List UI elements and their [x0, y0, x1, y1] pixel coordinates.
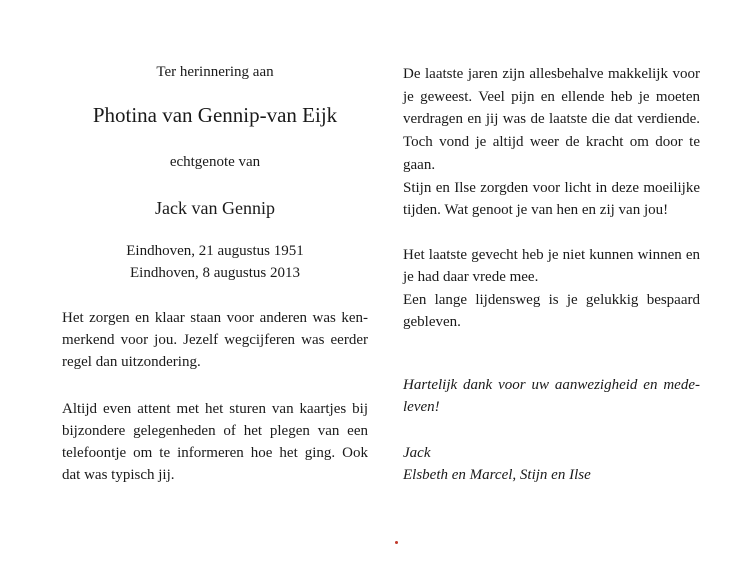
right-para1-line: De laatste jaren zijn allesbehalve makkelijk voor [403, 66, 700, 82]
signature-line: Jack [403, 445, 431, 461]
birth-info: Eindhoven, 21 augustus 1951 [126, 243, 304, 259]
left-para2-line: dat was typisch jij. [62, 467, 175, 483]
right-para1-line: je geweest. Veel pijn en ellende heb je moeten [403, 89, 700, 105]
deceased-name: Photina van Gennip-van Eijk [92, 103, 338, 127]
right-para2-line: je had daar vrede mee. [403, 269, 539, 285]
right-para2-line: gebleven. [403, 314, 461, 330]
right-para1-line: tijden. Wat genoot je van hen en zij van jou! [403, 202, 669, 218]
right-para2-line: Een lange lijdensweg is je gelukkig bespaard [403, 292, 700, 308]
right-para1-line: gaan. [403, 157, 436, 173]
left-para1-line: merkend voor jou. Jezelf wegcijferen was eerder [62, 332, 368, 348]
spouse-name: Jack van Gennip [155, 198, 275, 218]
thanks-line: Hartelijk dank voor uw aanwezigheid en mede- [403, 377, 700, 393]
thanks-line: leven! [403, 399, 440, 415]
left-para1-line: regel dan uitzondering. [62, 354, 201, 370]
print-speck [395, 541, 398, 544]
intro-text: Ter herinnering aan [156, 64, 274, 80]
signature-line: Elsbeth en Marcel, Stijn en Ilse [403, 467, 591, 483]
left-para2-line: Altijd even attent met het sturen van kaartjes bij [62, 401, 368, 417]
left-para1-line: Het zorgen en klaar staan voor anderen was ken- [62, 310, 368, 326]
left-para2-line: bijzondere gelegenheden of het plegen van een [62, 423, 368, 439]
right-para1-line: verdragen en jij was de laatste die dat verdiende. [403, 111, 700, 127]
relation-text: echtgenote van [169, 154, 261, 170]
right-para1-line: Toch vond je altijd weer de kracht om door te [403, 134, 700, 150]
right-para1-line: Stijn en Ilse zorgden voor licht in deze moeilijke [403, 180, 700, 196]
left-para2-line: telefoontje om te informeren hoe het ging. Ook [62, 445, 368, 461]
right-para2-line: Het laatste gevecht heb je niet kunnen winnen en [403, 247, 700, 263]
death-info: Eindhoven, 8 augustus 2013 [130, 265, 300, 281]
